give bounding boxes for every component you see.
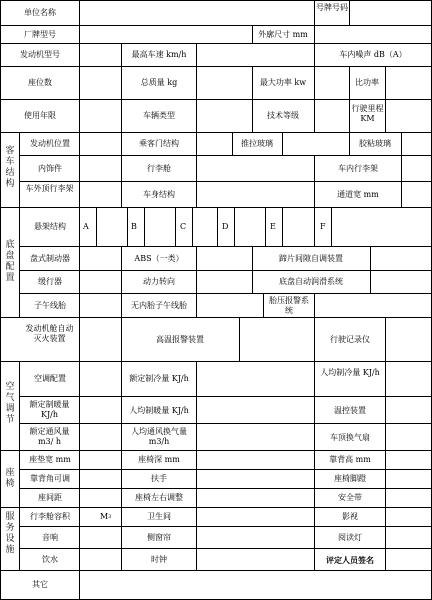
cushion-width-label: 座垫宽 mm [29,455,71,464]
tubeless-label: 无内胎子午线胎 [131,301,187,310]
max-speed-label: 最高车速 km/h [131,50,187,59]
cell-grade-d-value[interactable] [234,207,266,247]
grade-b-label: B [131,222,137,231]
outer-rack-label: 车外顶行李架 [25,184,74,193]
cell-gap-adjust-value[interactable] [370,246,432,271]
cell-rated-cooling-value[interactable] [196,361,315,397]
grade-e-label: E [270,222,276,231]
cell-high-temp-value[interactable] [239,317,315,362]
video-label: 影视 [342,512,358,521]
cell-footrest-value[interactable] [385,469,432,489]
cell-engine-pos-value[interactable] [79,132,122,156]
luggage-cabin-label: 行李舱 [147,164,171,173]
cell-other-value[interactable] [79,570,432,600]
cell-audio-value[interactable] [79,526,122,549]
rated-heating-label: 额定制暖量 KJ/h [29,400,70,419]
footrest-label: 座椅脚蹬 [334,474,366,483]
cell-tubeless-value[interactable] [196,293,264,318]
m3-letter: M [100,512,109,521]
spacing-label: 座间距 [38,493,62,502]
cell-cushion-width-value[interactable] [79,450,122,470]
audio-label: 音响 [42,533,58,542]
cell-lateral-adj-value[interactable] [196,488,315,508]
per-capita-heating-label: 人均制暖量 KJ/h [129,406,189,415]
cell-sliding-glass-value[interactable] [282,132,350,156]
roof-fan-label: 车顶换气扇 [330,433,370,442]
cell-glued-glass-value[interactable] [401,132,432,156]
cell-curtain-value[interactable] [196,526,315,549]
plate-no-label: 号牌号码 [316,3,348,12]
unit-name-label: 单位名称 [24,8,56,17]
back-height-label: 靠背高 mm [329,455,371,464]
cell-per-capita-cooling-label [314,361,386,397]
luggage-volume-label: 行李舱容积 [30,512,70,521]
seatbelt-label: 安全带 [338,493,362,502]
cell-aisle-width-value[interactable] [401,181,432,208]
cell-max-power-value[interactable] [314,66,350,100]
seats-label: 座位数 [28,78,52,87]
rated-vent-label: 额定通风量 m3/ h [29,427,70,446]
max-power-label: 最大功率 kw [259,78,307,87]
suspension-label: 悬架结构 [34,222,66,231]
cell-per-capita-heating-value[interactable] [196,396,315,424]
cell-mileage-value[interactable] [385,99,432,133]
interior-label: 内饰件 [38,164,62,173]
high-temp-label: 高温报警装置 [156,335,204,344]
cell-tech-grade-value[interactable] [314,99,350,133]
per-capita-cooling-label: 人均制冷量 KJ/h [320,368,380,377]
power-ratio-label: 比功率 [355,78,379,87]
ac-label: 空气调节 [5,382,15,425]
tire-pressure-label: 胎压报警系统 [269,296,309,315]
cell-luggage-rack-value[interactable] [401,155,432,182]
cell-interior-value[interactable] [79,155,122,182]
cell-brand-model-value[interactable] [79,25,253,44]
mileage-label: 行驶里程 KM [351,104,384,123]
seat-label: 座椅 [5,468,15,489]
grade-a-label: A [83,222,89,231]
cell-grade-a-value[interactable] [96,207,128,247]
cell-armrest-value[interactable] [196,469,315,489]
cell-grade-f-value[interactable] [331,207,432,247]
rated-cooling-label: 额定制冷量 KJ/h [129,374,189,383]
other-label: 其它 [32,580,48,589]
power-steering-label: 动力转向 [143,277,175,286]
luggage-rack-label: 车内行李架 [338,164,378,173]
grade-f-label: F [320,222,326,231]
glued-glass-label: 胶粘玻璃 [359,139,391,148]
grade-d-label: D [222,222,229,231]
cell-signature-value[interactable] [385,548,432,571]
seat-depth-label: 座椅深 mm [138,455,180,464]
brand-model-label: 厂牌型号 [24,30,56,39]
total-mass-label: 总质量 kg [140,78,178,87]
lubrication-label: 底盘自动润滑系统 [279,277,343,286]
cell-radial-tire-value[interactable] [79,293,122,318]
sliding-glass-label: 推拉玻璃 [241,139,273,148]
cell-total-mass-value[interactable] [196,66,253,100]
noise-label: 车内噪声 dB（A） [339,50,407,59]
armrest-label: 扶手 [151,474,167,483]
cell-power-steering-value[interactable] [196,270,253,294]
clock-label: 时钟 [151,555,167,564]
radial-tire-label: 子午线胎 [34,301,66,310]
gap-adjust-label: 蹄片间隙自调装置 [279,254,343,263]
cell-per-capita-cooling-value[interactable] [385,361,432,397]
cell-disc-brake-value[interactable] [79,246,122,271]
cell-unit-name-value[interactable] [79,0,315,26]
cell-retarder-value[interactable] [79,270,122,294]
cell-plate-value[interactable] [349,0,432,26]
per-capita-vent-label: 人均通风换气量 m3/h [131,427,187,446]
door-struct-label: 乘客门结构 [139,139,179,148]
cell-toilet-value[interactable] [196,507,315,527]
reading-light-label: 阅读灯 [338,533,362,542]
cell-outer-dim-value[interactable] [314,25,432,44]
cell-engine-fire-value[interactable] [79,317,122,362]
service-years-label: 使用年限 [24,111,56,120]
engine-pos-label: 发动机位置 [30,139,70,148]
cell-engine-model-value[interactable] [79,43,122,67]
cell-grade-e-value[interactable] [282,207,315,247]
cell-seatbelt-value[interactable] [385,488,432,508]
grade-c-label: C [180,222,187,231]
cell-vehicle-type-value[interactable] [196,99,253,133]
cell-per-capita-vent-value[interactable] [196,423,315,451]
cell-video-value[interactable] [385,507,432,527]
cell-drinking-water-value[interactable] [79,548,122,571]
engine-model-label: 发动机型号 [20,50,60,59]
cell-recorder-value[interactable] [385,317,432,362]
cell-back-angle-value[interactable] [79,469,122,489]
cell-reading-light-value[interactable] [385,526,432,549]
cell-power-ratio-value[interactable] [385,66,432,100]
vehicle-type-label: 车辆类型 [143,111,175,120]
cell-clock-value[interactable] [196,548,315,571]
cell-outer-rack-value[interactable] [79,181,122,208]
curtain-label: 侧窗帘 [147,533,171,542]
temp-control-label: 温控装置 [334,406,366,415]
lateral-adj-label: 座椅左右调整 [135,493,183,502]
drinking-water-label: 饮水 [42,555,58,564]
cell-roof-fan-value[interactable] [385,423,432,451]
cell-ac-config-value[interactable] [79,361,122,397]
m3-superscript: 3 [108,514,112,520]
m3-unit [100,512,111,522]
toilet-label: 卫生间 [147,512,171,521]
signature-label: 评定人员签名 [326,555,374,565]
tech-grade-label: 技术等级 [267,111,299,120]
cell-max-speed-value[interactable] [196,43,315,67]
cell-door-struct-value[interactable] [196,132,233,156]
service-label: 服务设施 [5,512,15,555]
cell-seats-value[interactable] [79,66,122,100]
abs-label: ABS（一类） [134,254,184,263]
coach-structure-label: 客车结构 [5,146,15,189]
cell-tire-pressure-value[interactable] [314,293,432,318]
aisle-width-label: 通道宽 mm [337,190,379,199]
cell-service-years-value[interactable] [79,99,122,133]
disc-brake-label: 盘式制动器 [30,254,70,263]
cell-rated-vent-value[interactable] [79,423,122,451]
cell-grade-c-value[interactable] [192,207,218,247]
ac-config-label: 空调配置 [34,374,66,383]
chassis-label: 底盘配置 [5,240,15,283]
recorder-label: 行驶记录仪 [330,335,370,344]
cell-lubrication-value[interactable] [370,270,432,294]
cell-rated-heating-value[interactable] [79,396,122,424]
cell-abs-value[interactable] [196,246,253,271]
cell-grade-b-value[interactable] [144,207,176,247]
outer-dim-label: 外廓尺寸 mm [258,30,308,39]
back-angle-label: 靠背角可调 [30,474,70,483]
cell-back-height-value[interactable] [385,450,432,470]
engine-fire-label: 发动机舱自动灭火装置 [25,324,74,343]
cell-luggage-cabin-value[interactable] [196,155,315,182]
cell-seat-depth-value[interactable] [196,450,315,470]
cell-spacing-value[interactable] [79,488,122,508]
cell-temp-control-value[interactable] [385,396,432,424]
body-struct-label: 车身结构 [143,190,175,199]
cell-body-struct-value[interactable] [196,181,315,208]
retarder-label: 缓行器 [38,277,62,286]
